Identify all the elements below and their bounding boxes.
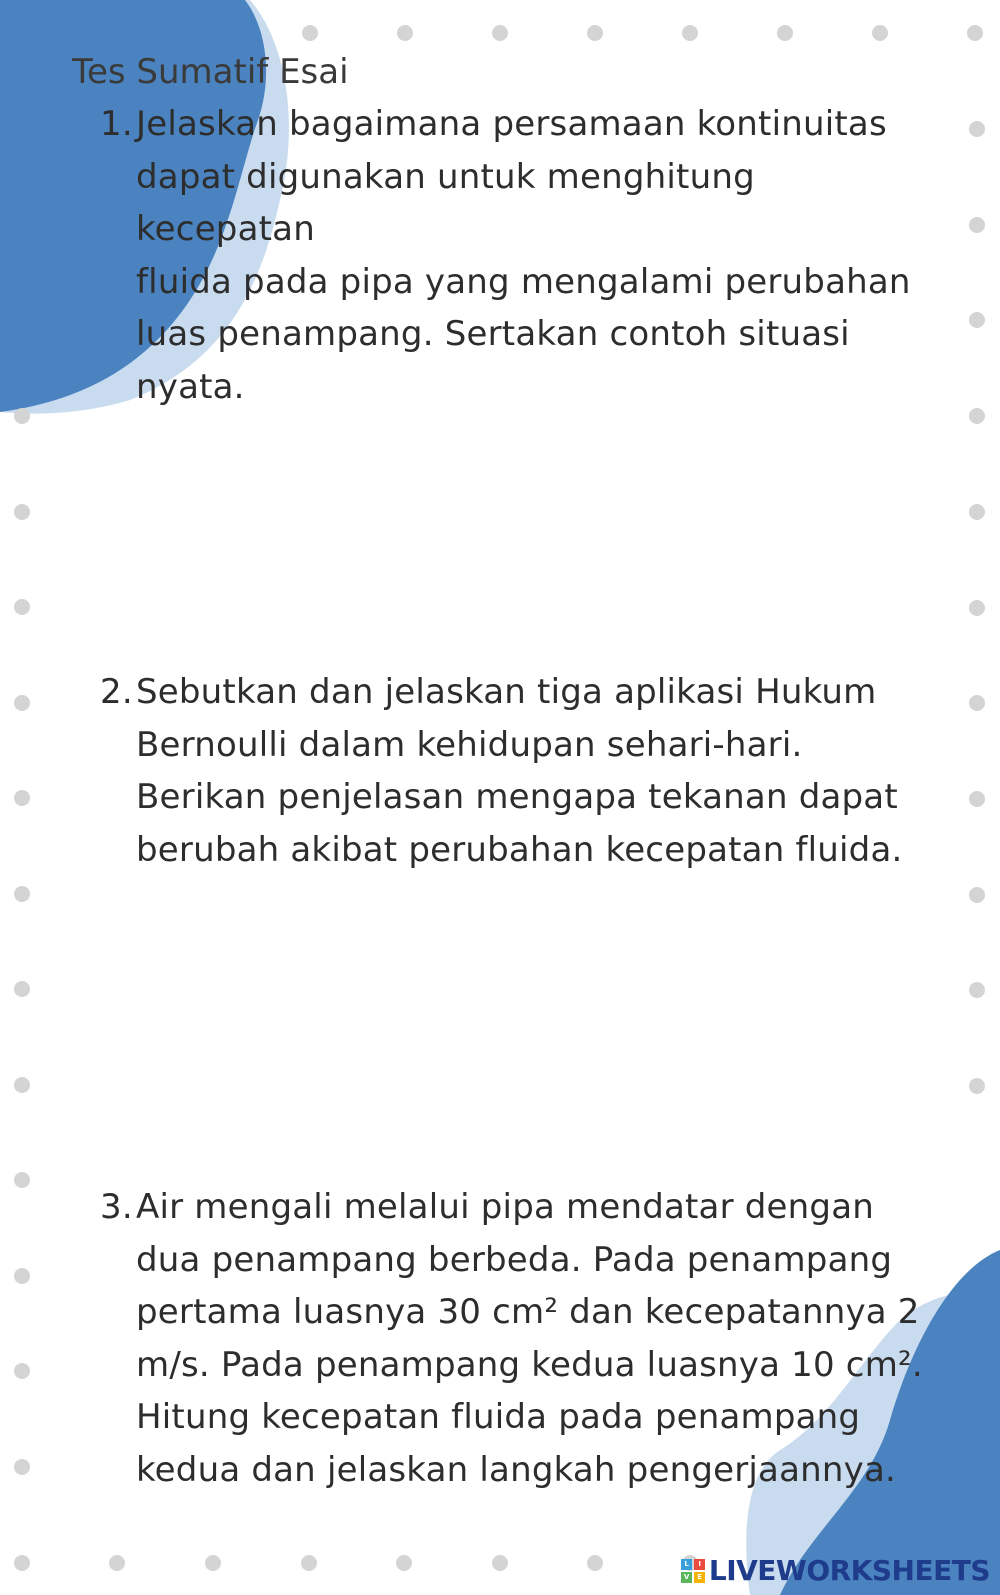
question-number: 3.: [100, 1187, 133, 1227]
dot: [14, 1459, 30, 1475]
dot: [14, 504, 30, 520]
dot: [302, 25, 318, 41]
dot: [14, 695, 30, 711]
dot: [492, 1555, 508, 1571]
dot: [14, 599, 30, 615]
dot: [397, 25, 413, 41]
logo-letter: V: [681, 1572, 692, 1583]
dot: [969, 504, 985, 520]
dot: [109, 1555, 125, 1571]
liveworksheets-logo[interactable]: [681, 1554, 990, 1587]
dot: [14, 1363, 30, 1379]
dot: [14, 981, 30, 997]
dot: [969, 695, 985, 711]
dot: [969, 982, 985, 998]
dot: [969, 1078, 985, 1094]
dot: [872, 25, 888, 41]
page-title: Tes Sumatif Esai: [72, 52, 349, 92]
logo-text: LIVEWORKSHEETS: [708, 1554, 990, 1587]
dot: [969, 408, 985, 424]
dot: [14, 408, 30, 424]
dot: [14, 790, 30, 806]
question-number: 1.: [100, 104, 133, 144]
dot: [587, 25, 603, 41]
dot: [14, 1268, 30, 1284]
dot: [682, 25, 698, 41]
dot: [14, 1555, 30, 1571]
dot: [969, 217, 985, 233]
dot: [14, 1077, 30, 1093]
logo-letter: L: [681, 1559, 692, 1570]
question-text: Sebutkan dan jelaskan tiga aplikasi Hukum Bernoulli dalam kehidupan sehari-hari. Berikan penjelasan mengapa tekanan dapat berubah akibat perubahan kecepatan fluida.: [136, 672, 903, 870]
question-text: Air mengali melalui pipa mendatar dengan dua penampang berbeda. Pada penampang pertama luasnya 30 cm² dan kecepatannya 2 m/s. Pada penampang kedua luasnya 10 cm². Hitung kecepatan fluida pada penampang kedua dan jelaskan langkah pengerjaannya.: [136, 1187, 923, 1490]
dot: [969, 887, 985, 903]
dot: [969, 121, 985, 137]
dot: [777, 25, 793, 41]
dot: [969, 791, 985, 807]
question-text: Jelaskan bagaimana persamaan kontinuitas dapat digunakan untuk menghitung kecepatan fluida pada pipa yang mengalami perubahan luas penampang. Sertakan contoh situasi nyata.: [136, 104, 911, 407]
dot: [14, 1172, 30, 1188]
dot: [492, 25, 508, 41]
dot: [396, 1555, 412, 1571]
dot: [969, 312, 985, 328]
question-item-1: [100, 98, 930, 413]
logo-icon: [681, 1559, 705, 1583]
question-item-2: [100, 666, 930, 876]
dot: [301, 1555, 317, 1571]
logo-letter: E: [694, 1572, 705, 1583]
dot: [969, 600, 985, 616]
dot: [967, 25, 983, 41]
dot: [14, 886, 30, 902]
question-item-3: [100, 1181, 930, 1496]
dot: [205, 1555, 221, 1571]
dot: [587, 1555, 603, 1571]
logo-letter: I: [694, 1559, 705, 1570]
question-number: 2.: [100, 672, 133, 712]
